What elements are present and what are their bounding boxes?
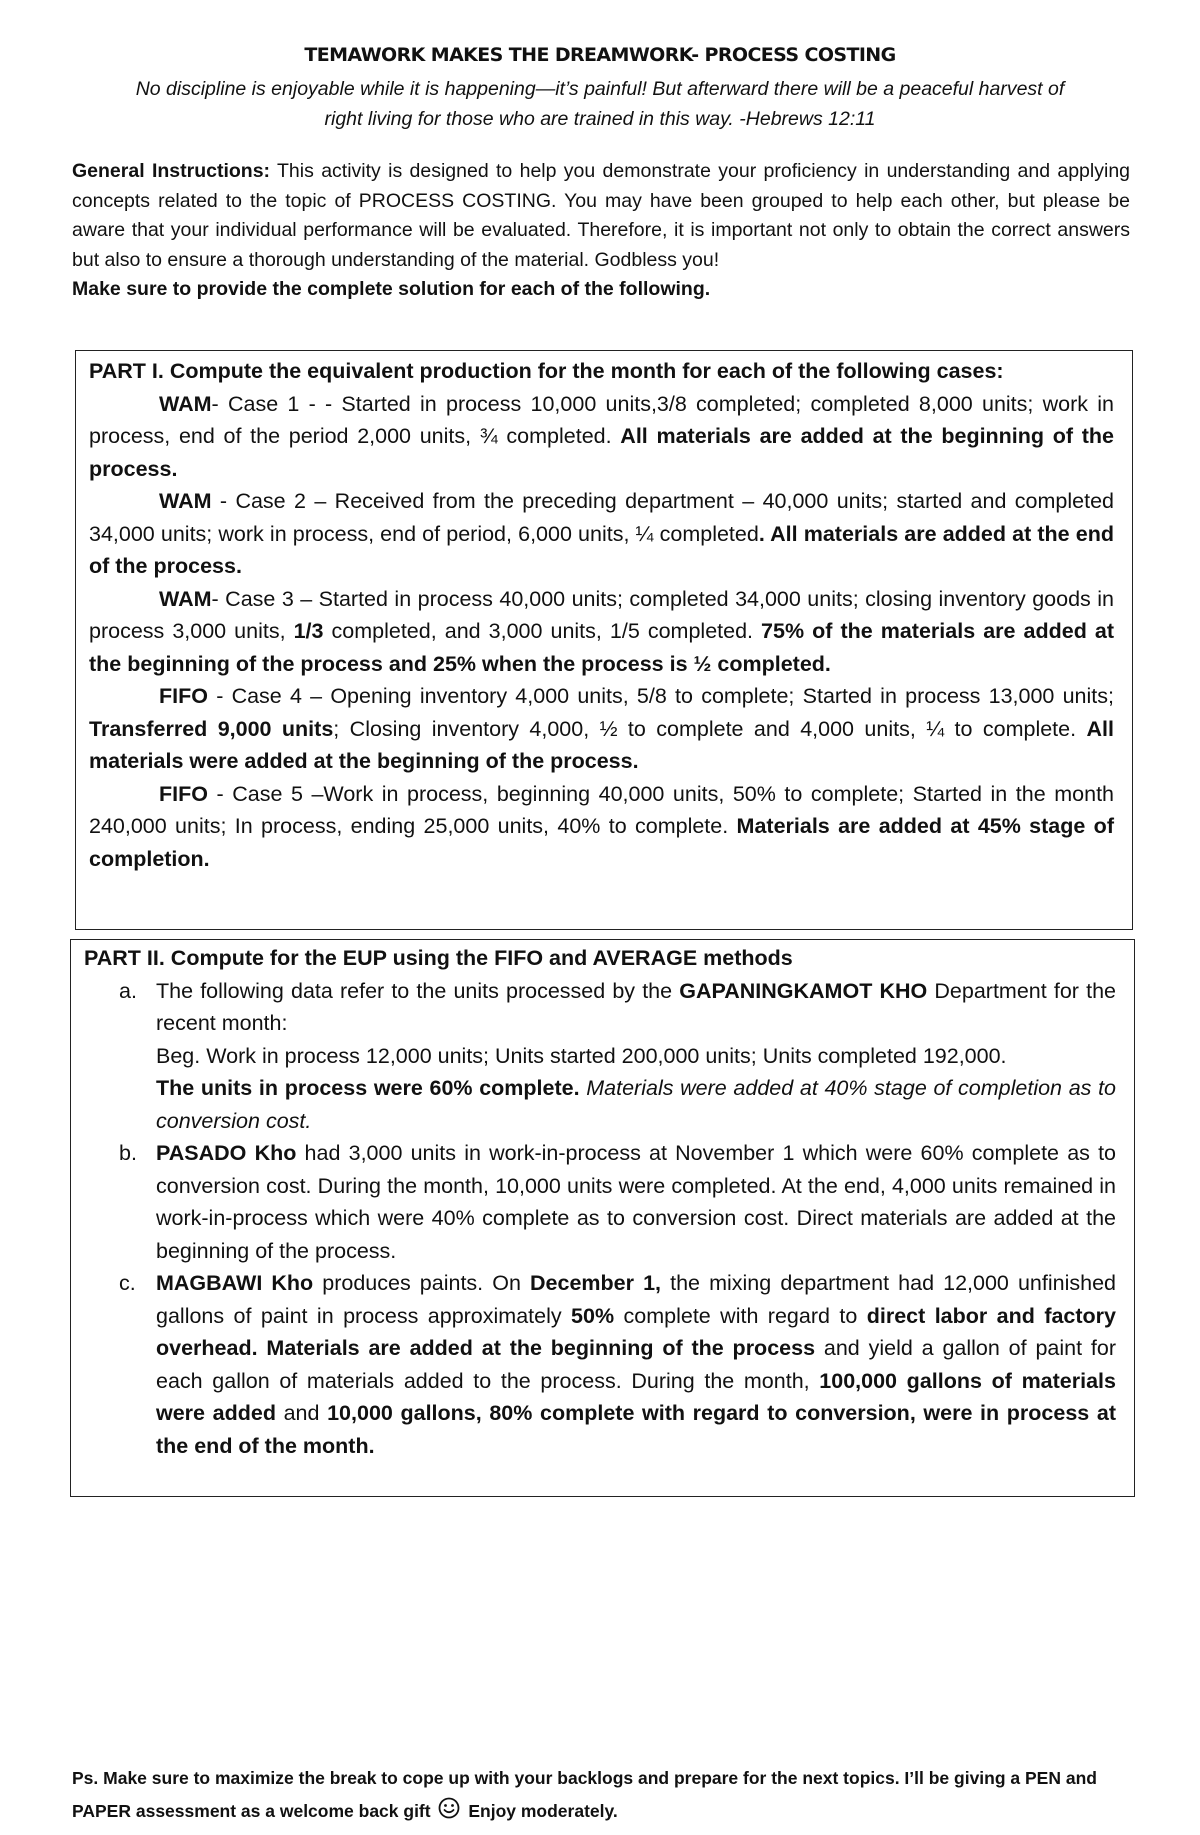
case-5: [89, 778, 1114, 876]
problem-c-text-5: and: [275, 1401, 328, 1425]
problem-b-company: PASADO Kho: [156, 1141, 297, 1165]
document-title: TEMAWORK MAKES THE DREAMWORK- PROCESS COSTING: [304, 44, 896, 66]
problem-c-marker: c.: [119, 1271, 136, 1295]
problem-b-marker: b.: [119, 1141, 137, 1165]
postscript: [72, 1762, 1132, 1828]
instructions-emphasis: Make sure to provide the complete solution for each of the following.: [72, 278, 711, 300]
problem-c-text-1: produces paints. On: [313, 1271, 531, 1295]
case-3-material-note: 75% of the materials are added at the beginning of the process and 25% when the process is ½ completed.: [89, 619, 1114, 676]
problem-a-text-2: Department for the recent month:: [156, 978, 1116, 1035]
problem-c-text-2: the mixing department had 12,000 unfinished gallons of paint in process approximately: [156, 1271, 1116, 1328]
problem-c-text-3: complete with regard to: [614, 1303, 867, 1328]
problem-a-marker: a.: [119, 978, 137, 1003]
problem-b-body: had 3,000 units in work-in-process at November 1 which were 60% complete as to conversion cost. During the month, 10,000 units were completed. At the end, 4,000 units remained in work-in-process which were 40% complete as to conversion cost. Direct materials are added at the beginning of the process.: [156, 1141, 1117, 1263]
part-2-box: [70, 939, 1135, 1497]
problem-a-department: GAPANINGKAMOT KHO: [679, 978, 928, 1003]
case-2: [89, 485, 1114, 583]
general-instructions: [72, 157, 1130, 305]
case-4-transferred: Transferred 9,000 units: [89, 716, 334, 741]
problem-a-text-1: The following data refer to the units processed by the: [156, 978, 680, 1003]
case-3-method: WAM: [159, 586, 212, 611]
problem-a-completion: The units in process were 60% complete.: [156, 1076, 580, 1100]
case-3: [89, 583, 1114, 681]
case-2-method: WAM: [159, 489, 212, 513]
problem-a: [84, 975, 1116, 1138]
problem-c-company: MAGBAWI Kho: [156, 1271, 314, 1295]
problem-c-text-4: and yield a gallon of paint for each gallon of materials added to the process. During the month,: [156, 1336, 1116, 1393]
problem-a-intro: [156, 975, 1116, 1040]
case-4-text-2: ; Closing inventory 4,000, ½ to complete and 4,000 units, ¼ to complete.: [333, 716, 1087, 741]
case-4: [89, 680, 1114, 778]
case-1-method: WAM: [159, 391, 212, 416]
case-5-material-note: Materials are added at 45% stage of completion.: [89, 814, 1114, 871]
verse-line-2: right living for those who are trained in this way. -Hebrews 12:11: [324, 108, 876, 130]
problem-a-materials-note: Materials were added at 40% stage of completion as to conversion cost.: [156, 1076, 1116, 1133]
instructions-label: General Instructions:: [72, 160, 271, 182]
problem-b-text: [156, 1137, 1116, 1267]
case-1-material-note: All materials are added at the beginning of the process.: [89, 424, 1114, 481]
case-3-text-1: - Case 3 – Started in process 40,000 units; completed 34,000 units; closing inventory goods in process 3,000 units,: [89, 586, 1114, 643]
case-3-fraction: 1/3: [293, 619, 324, 643]
instructions-paragraph: [72, 157, 1130, 275]
problem-c-materials-added: 100,000 gallons of materials were added: [156, 1368, 1116, 1425]
case-4-method: FIFO: [159, 684, 208, 708]
part-1-heading: PART I. Compute the equivalent production for the month for each of the following cases:: [89, 359, 1004, 383]
case-5-method: FIFO: [159, 781, 208, 806]
case-4-text-1: - Case 4 – Opening inventory 4,000 units, 5/8 to complete; Started in process 13,000 units;: [207, 684, 1114, 708]
case-2-text: - Case 2 – Received from the preceding department – 40,000 units; started and completed 34,000 units; work in process, end of period, 6,000 units, ¼ completed: [89, 489, 1114, 546]
smiley-face-icon: [438, 1797, 460, 1819]
postscript-text-1: Ps. Make sure to maximize the break to cope up with your backlogs and prepare for the next topics. I’ll be giving a PEN and PAPER assessment as a welcome back gift: [72, 1768, 1097, 1821]
instructions-text: This activity is designed to help you demonstrate your proficiency in understanding and applying concepts related to the topic of PROCESS COSTING. You may have been grouped to help each other, but please be aware that your individual performance will be evaluated. Therefore, it is important not only to obtain the correct answers but also to ensure a thorough understanding of the material. Godbless you!: [72, 160, 1131, 271]
problem-c: [84, 1267, 1116, 1462]
part-1-box: [75, 350, 1133, 930]
part-2-problems: [84, 975, 1116, 1463]
problem-c-percent: 50%: [571, 1303, 615, 1328]
problem-c-text: [156, 1267, 1116, 1462]
case-1-text: - Case 1 - - Started in process 10,000 units,3/8 completed; completed 8,000 units; work in process, end of the period 2,000 units, ¾ completed.: [89, 391, 1114, 448]
problem-b: [84, 1137, 1116, 1267]
problem-c-labor-note: direct labor and factory overhead. Materials are added at the beginning of the process: [156, 1303, 1117, 1360]
problem-c-ending-wip: 10,000 gallons, 80% complete with regard to conversion, were in process at the end of the month.: [156, 1401, 1116, 1458]
part-2-heading: PART II. Compute for the EUP using the FIFO and AVERAGE methods: [84, 946, 793, 970]
bible-verse: [90, 74, 1110, 134]
case-1: [89, 388, 1114, 486]
case-5-text: - Case 5 –Work in process, beginning 40,000 units, 50% to complete; Started in the month 240,000 units; In process, ending 25,000 units, 40% to complete.: [89, 781, 1114, 838]
case-3-text-2: completed, and 3,000 units, 1/5 completed.: [323, 619, 762, 643]
case-2-material-note: . All materials are added at the end of the process.: [89, 521, 1114, 578]
postscript-text-2: Enjoy moderately.: [468, 1801, 618, 1821]
case-4-material-note: All materials were added at the beginning of the process.: [89, 716, 1114, 773]
problem-a-notes: [156, 1072, 1116, 1137]
problem-a-data: Beg. Work in process 12,000 units; Units started 200,000 units; Units completed 192,000.: [156, 1043, 1007, 1068]
problem-c-date: December 1,: [530, 1271, 662, 1295]
verse-line-1: No discipline is enjoyable while it is happening—it’s painful! But afterward there will be a peaceful harvest of: [135, 78, 1065, 100]
